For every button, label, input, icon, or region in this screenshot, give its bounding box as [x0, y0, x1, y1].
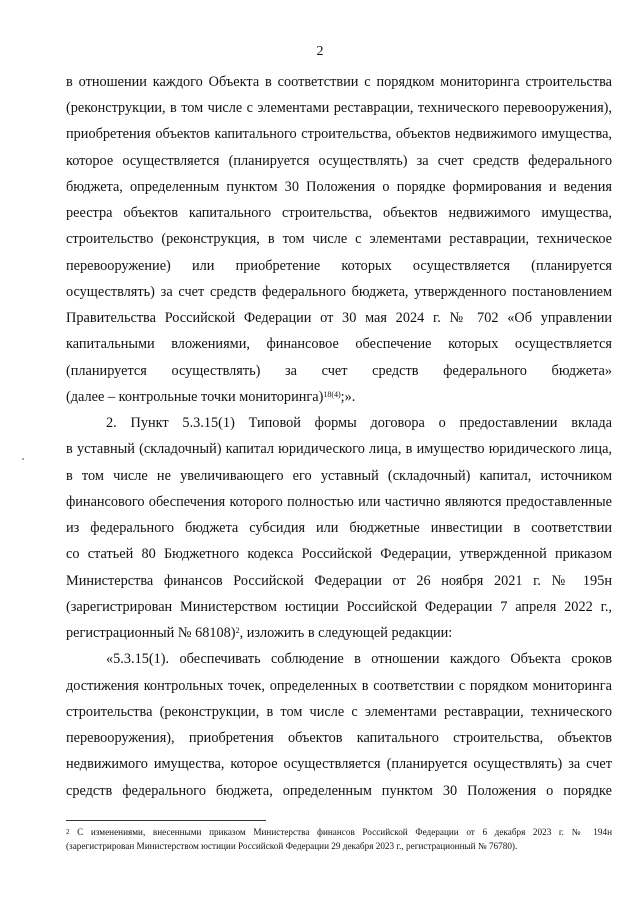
- body-line: строительство (реконструкция, в том числе с элементами реставрации, техническое: [66, 231, 612, 247]
- body-line: [66, 624, 612, 642]
- footnote-line: [66, 826, 612, 838]
- body-line: бюджета, определенным пунктом 30 Положения о порядке формирования и ведения: [66, 179, 612, 195]
- body-line: реестра объектов капитального строительства, объектов недвижимого имущества,: [66, 205, 612, 221]
- footnote-ref: 2: [235, 626, 240, 635]
- footnote-mark: 2: [66, 828, 70, 836]
- footnote-line: (зарегистрирован Министерством юстиции Российской Федерации 29 декабря 2023 г., регистрационный № 76780).: [66, 841, 518, 851]
- body-line-text: регистрационный № 68108): [66, 625, 236, 641]
- body-line-tail: , изложить в следующей редакции:: [239, 625, 453, 641]
- body-line: (планируется осуществлять) за счет средств федерального бюджета»: [66, 363, 612, 379]
- body-line: в уставный (складочный) капитал юридического лица, в имущество юридического лица,: [66, 441, 612, 457]
- body-line: Министерства финансов Российской Федерации от 26 ноября 2021 г. № 195н: [66, 573, 612, 589]
- body-line: финансового обеспечения которого полностью или частично являются предоставленные: [66, 494, 612, 510]
- scan-speck: [22, 458, 24, 460]
- body-line: осуществлять) за счет средств федерального бюджета, утвержденного постановлением: [66, 284, 612, 300]
- body-line: «5.3.15(1). обеспечивать соблюдение в отношении каждого Объекта сроков: [106, 651, 612, 667]
- body-line-tail: ;».: [340, 389, 356, 405]
- footnote-text: С изменениями, внесенными приказом Министерства финансов Российской Федерации от 6 декабря 2023 г. № 194н: [69, 827, 612, 837]
- footnote-ref: 18(4): [323, 390, 341, 399]
- body-line: капитальными вложениями, финансовое обеспечение которых осуществляется: [66, 336, 612, 352]
- footnote-divider: [66, 820, 266, 821]
- body-line: приобретения объектов капитального строительства, объектов недвижимого имущества,: [66, 126, 612, 142]
- body-line: достижения контрольных точек, определенных в соответствии с порядком мониторинга: [66, 678, 612, 694]
- body-line: из федерального бюджета субсидия или бюджетные инвестиции в соответствии: [66, 520, 612, 536]
- body-line: в том числе не увеличивающего его уставный (складочный) капитал, источником: [66, 468, 612, 484]
- body-line-text: (далее – контрольные точки мониторинга): [66, 389, 324, 405]
- body-line: которое осуществляется (планируется осуществлять) за счет средств федерального: [66, 153, 612, 169]
- body-line: строительства (реконструкции, в том числе с элементами реставрации, технического: [66, 704, 612, 720]
- body-line: недвижимого имущества, которое осуществляется (планируется осуществлять) за счет: [66, 756, 612, 772]
- body-line: средств федерального бюджета, определенным пунктом 30 Положения о порядке: [66, 783, 612, 799]
- page-number: 2: [316, 44, 324, 59]
- body-line: 2. Пункт 5.3.15(1) Типовой формы договора о предоставлении вклада: [106, 415, 612, 431]
- body-line: в отношении каждого Объекта в соответствии с порядком мониторинга строительства: [66, 74, 612, 90]
- body-line: [66, 388, 612, 406]
- body-line: перевооружение) или приобретение которых осуществляется (планируется: [66, 258, 612, 274]
- body-line: (зарегистрирован Министерством юстиции Российской Федерации 7 апреля 2022 г.,: [66, 599, 612, 615]
- body-line: со статьей 80 Бюджетного кодекса Российской Федерации, утвержденной приказом: [66, 546, 612, 562]
- body-line: перевооружения), приобретения объектов капитального строительства, объектов: [66, 730, 612, 746]
- body-line: Правительства Российской Федерации от 30 мая 2024 г. № 702 «Об управлении: [66, 310, 612, 326]
- body-line: (реконструкции, в том числе с элементами реставрации, технического перевооружения),: [66, 100, 612, 116]
